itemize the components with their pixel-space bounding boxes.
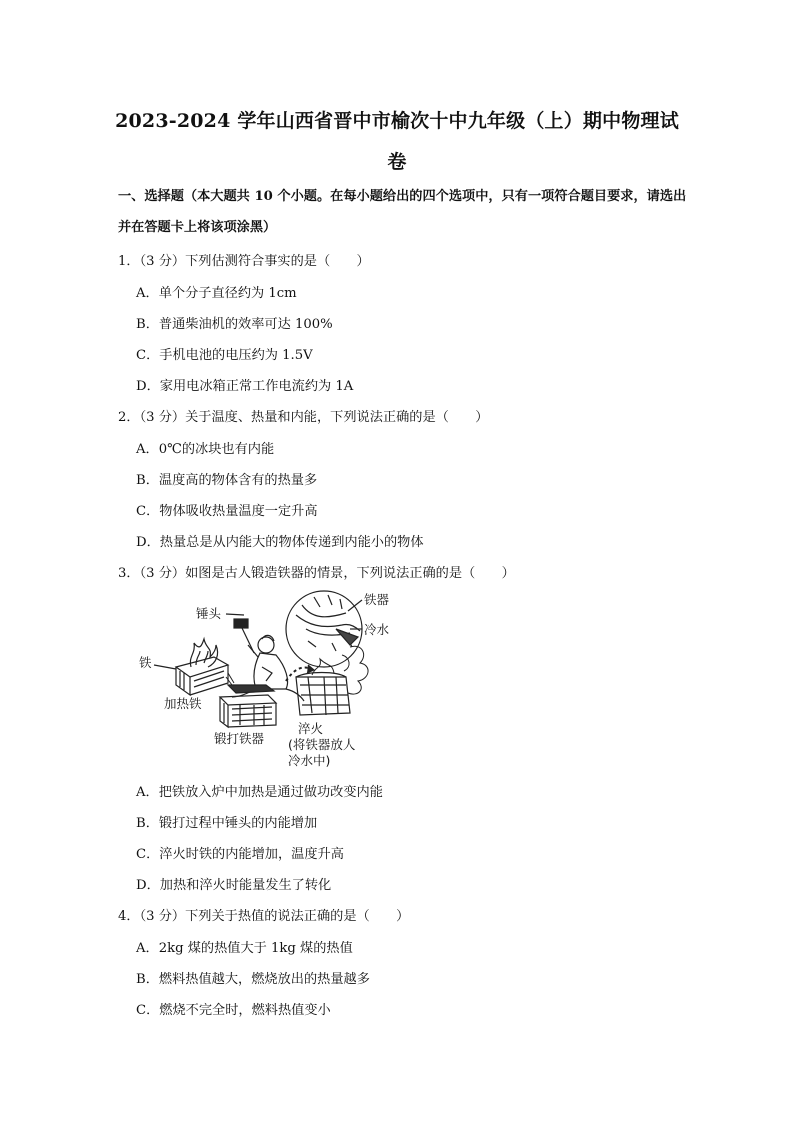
- question-3-option-c: C．淬火时铁的内能增加，温度升高: [136, 847, 344, 862]
- furnace-drawing: [176, 639, 228, 695]
- label-iron: 铁: [139, 655, 152, 670]
- question-1-option-a: A．单个分子直径约为 1cm: [136, 286, 297, 301]
- question-3-option-d: D．加热和淬火时能量发生了转化: [136, 878, 332, 893]
- label-quench-note-2: 冷水中): [288, 753, 331, 768]
- forging-drawing: [136, 585, 396, 775]
- label-quench-note-1: (将铁器放人: [288, 737, 356, 752]
- label-heating-iron: 加热铁: [164, 696, 202, 711]
- question-1-option-b: B．普通柴油机的效率可达 100%: [136, 317, 333, 332]
- question-2-option-d: D．热量总是从内能大的物体传递到内能小的物体: [136, 535, 424, 550]
- section-heading: 一、选择题（本大题共 10 个小题。在每小题给出的四个选项中，只有一项符合题目要求，请选出并在答题卡上将该项涂黑）: [118, 189, 687, 235]
- label-cold-water: 冷水: [364, 622, 390, 637]
- page-title: 2023-2024 学年山西省晋中市榆次十中九年级（上）期中物理试: [115, 110, 679, 132]
- question-3-option-b: B．锻打过程中锤头的内能增加: [136, 816, 318, 831]
- question-1-option-c: C．手机电池的电压约为 1.5V: [136, 348, 313, 363]
- question-3-option-a: A．把铁放入炉中加热是通过做功改变内能: [136, 785, 383, 800]
- question-2-option-c: C．物体吸收热量温度一定升高: [136, 504, 318, 519]
- question-4-option-b: B．燃料热值越大，燃烧放出的热量越多: [136, 972, 370, 987]
- question-4-option-c: C．燃烧不完全时，燃料热值变小: [136, 1003, 331, 1018]
- forging-illustration: [136, 585, 396, 775]
- question-1-stem: 1．（3 分）下列估测符合事实的是（ ）: [118, 254, 370, 269]
- question-3-stem: 3．（3 分）如图是古人锻造铁器的情景，下列说法正确的是（ ）: [118, 566, 515, 581]
- label-hammer: 锤头: [196, 606, 222, 621]
- label-quench: 淬火: [298, 721, 324, 736]
- label-ironware: 铁器: [364, 592, 390, 607]
- label-forging: 锻打铁器: [214, 731, 265, 746]
- question-4-option-a: A．2kg 煤的热值大于 1kg 煤的热值: [136, 941, 353, 956]
- question-1-option-d: D．家用电冰箱正常工作电流约为 1A: [136, 379, 354, 394]
- question-2-option-a: A．0℃的冰块也有内能: [136, 442, 275, 457]
- question-2-option-b: B．温度高的物体含有的热量多: [136, 473, 318, 488]
- page-title-continued: 卷: [387, 151, 407, 173]
- question-4-stem: 4．（3 分）下列关于热值的说法正确的是（ ）: [118, 909, 410, 924]
- question-2-stem: 2．（3 分）关于温度、热量和内能，下列说法正确的是（ ）: [118, 410, 489, 425]
